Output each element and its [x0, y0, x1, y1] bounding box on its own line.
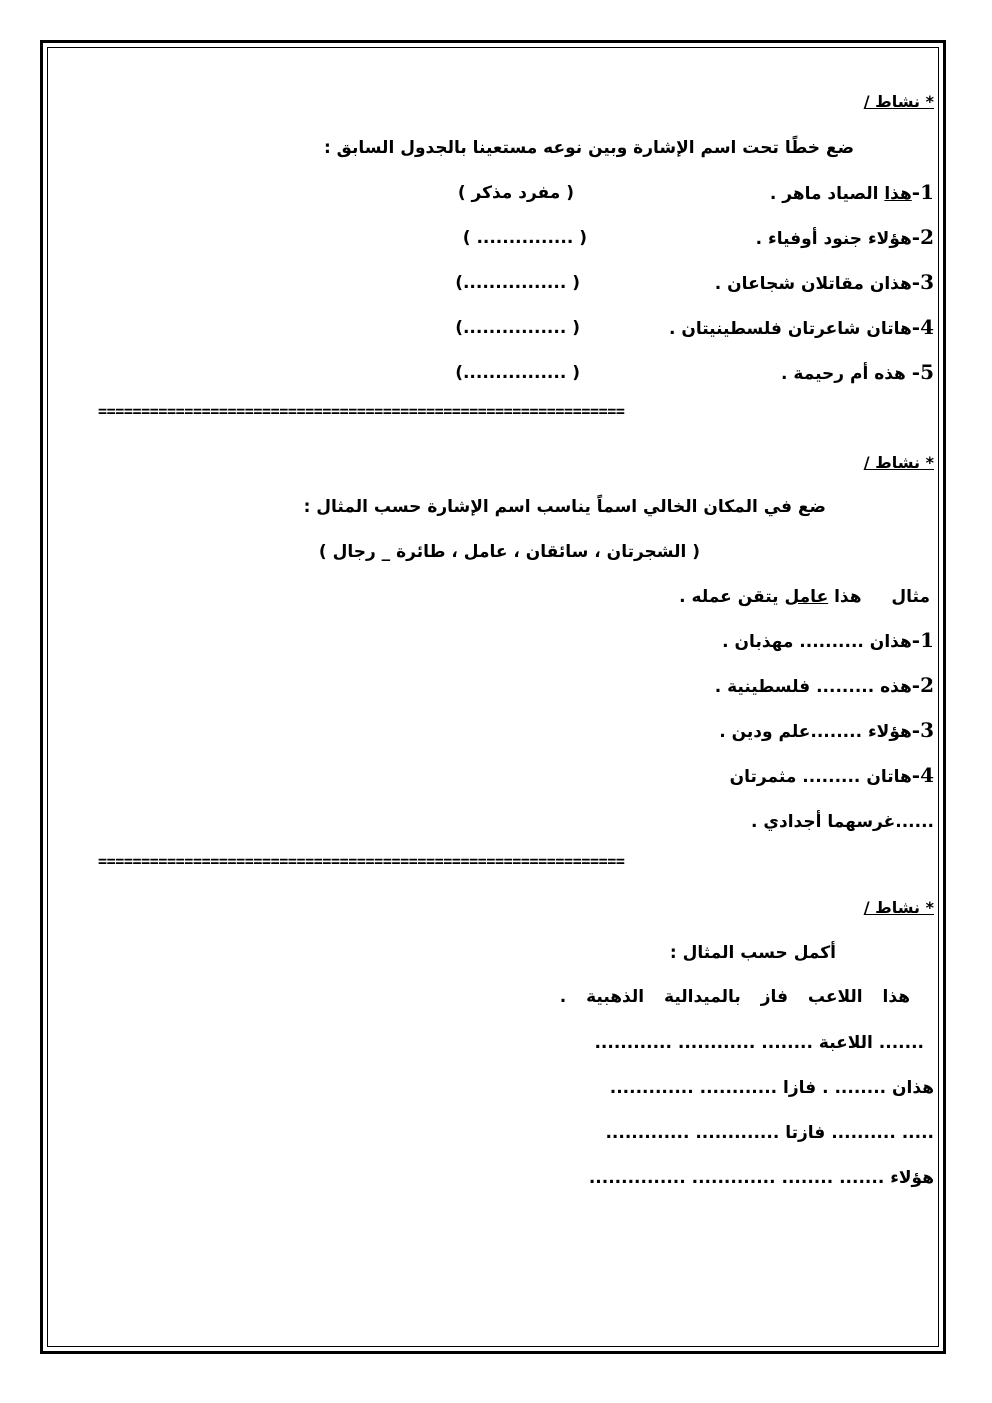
item-number: 4- — [911, 315, 934, 339]
activity1-answer-1: ( مفرد مذكر ) — [457, 183, 574, 203]
activity1-answer-5[interactable]: ( ................) — [455, 363, 580, 383]
example-filled-word: عامل — [784, 587, 829, 607]
underlined-demonstrative: هذا — [884, 184, 912, 204]
activity1-answer-3[interactable]: ( ................) — [455, 273, 580, 293]
item-number: 1- — [911, 180, 934, 204]
item-number: 2- — [911, 673, 934, 697]
sentence-text: هذه أم رحيمة . — [781, 364, 912, 384]
sentence-text: هذان .......... مهذبان . — [722, 632, 912, 652]
activity1-item-1 — [770, 180, 934, 204]
activity3-example-sentence: هذا اللاعب فاز بالميدالية الذهبية . — [559, 987, 910, 1007]
activity3-heading: * نشاط / — [863, 898, 934, 917]
activity1-answer-2[interactable]: ( ............... ) — [462, 228, 587, 248]
activity1-instruction: ضع خطًا تحت اسم الإشارة وبين نوعه مستعينا بالجدول السابق : — [323, 138, 854, 158]
activity2-word-options: ( الشجرتان ، سائقان ، عامل ، طائرة _ رجال ) — [318, 542, 700, 562]
example-label: مثال — [891, 587, 930, 607]
activity2-heading: * نشاط / — [863, 453, 934, 472]
item-number: 3- — [911, 718, 934, 742]
sentence-text: هاتان شاعرتان فلسطينيتان . — [668, 319, 912, 339]
activity2-example — [679, 587, 930, 607]
item-number: 4- — [911, 763, 934, 787]
activity2-item-4-continuation: ......غرسهما أجدادي . — [751, 812, 934, 832]
activity1-item-2 — [756, 225, 934, 249]
item-number: 3- — [911, 270, 934, 294]
section-separator: ============================================================= — [98, 852, 625, 870]
activity3-line-3[interactable]: ..... .......... فازتا ............. ............. — [605, 1123, 934, 1143]
sentence-text: هؤلاء ........علم ودين . — [719, 722, 912, 742]
activity2-item-3 — [719, 718, 934, 742]
sentence-text: هذان مقاتلان شجاعان . — [714, 274, 912, 294]
activity2-instruction: ضع في المكان الخالي اسماً يناسب اسم الإشارة حسب المثال : — [303, 497, 826, 517]
activity1-heading: * نشاط / — [863, 92, 934, 111]
activity3-instruction: أكمل حسب المثال : — [669, 943, 836, 963]
example-rest: يتقن عمله . — [679, 587, 779, 607]
item-number: 1- — [911, 628, 934, 652]
section-separator: ============================================================= — [98, 402, 625, 420]
activity2-item-4 — [730, 763, 934, 787]
sentence-text: هؤلاء جنود أوفياء . — [755, 229, 912, 249]
activity1-answer-4[interactable]: ( ................) — [455, 318, 580, 338]
activity3-line-4[interactable]: هؤلاء ....... ........ ............. ............... — [588, 1168, 934, 1188]
sentence-text: الصياد ماهر . — [769, 184, 885, 204]
activity1-item-4 — [669, 315, 934, 339]
activity3-line-2[interactable]: هذان ........ . فازا ............ ............. — [609, 1078, 934, 1098]
sentence-text: هذه ......... فلسطينية . — [714, 677, 912, 697]
example-demonstrative: هذا — [834, 587, 862, 607]
activity2-item-2 — [715, 673, 934, 697]
sentence-text: هاتان ......... مثمرتان — [729, 767, 912, 787]
item-number: 2- — [911, 225, 934, 249]
activity1-item-3 — [715, 270, 934, 294]
activity1-item-5 — [781, 360, 934, 384]
item-number: 5- — [911, 360, 934, 384]
activity3-line-1[interactable]: ....... اللاعبة ........ ............ ............ — [594, 1033, 924, 1053]
activity2-item-1 — [722, 628, 934, 652]
